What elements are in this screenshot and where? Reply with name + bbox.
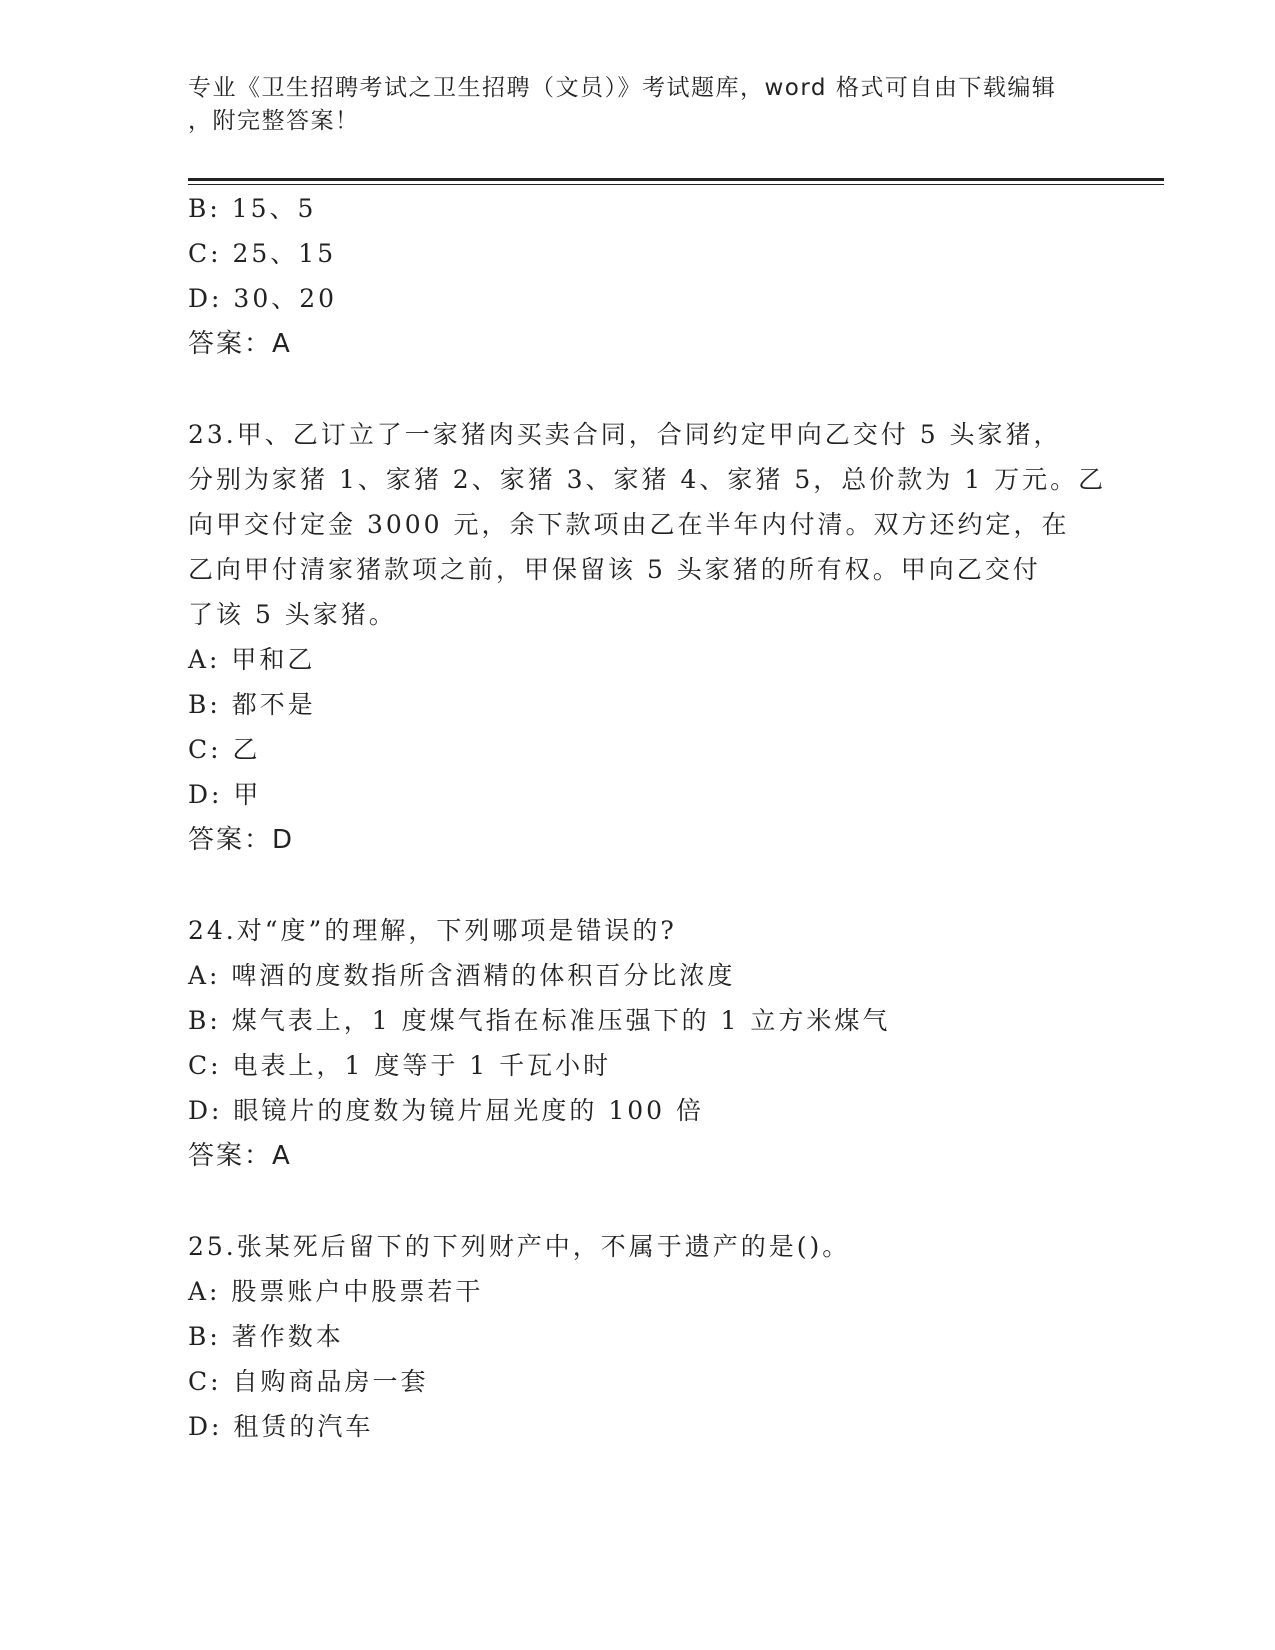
q22-answer: 答案：A [188, 329, 292, 359]
q25-stem: 25.张某死后留下的下列财产中，不属于遗产的是()。 [188, 1232, 851, 1261]
q22-option-c: C: 25、15 [188, 239, 337, 268]
q23-stem-line-2: 分别为家猪 1、家猪 2、家猪 3、家猪 4、家猪 5，总价款为 1 万元。乙 [188, 465, 1107, 494]
header-line-2: ，附完整答案！ [188, 108, 360, 134]
q23-stem-line-3: 向甲交付定金 3000 元，余下款项由乙在半年内付清。双方还约定，在 [188, 510, 1070, 539]
q24-option-a: A: 啤酒的度数指所含酒精的体积百分比浓度 [188, 961, 736, 990]
q24-option-d: D: 眼镜片的度数为镜片屈光度的 100 倍 [188, 1096, 705, 1125]
q23-stem-line-1: 23.甲、乙订立了一家猪肉买卖合同，合同约定甲向乙交付 5 头家猪， [188, 420, 1062, 449]
q25-option-c: C: 自购商品房一套 [188, 1367, 429, 1396]
q23-option-d: D: 甲 [188, 780, 262, 809]
header-divider-thick [188, 178, 1164, 181]
q22-option-b: B: 15、5 [188, 194, 317, 223]
q22-option-d: D: 30、20 [188, 284, 338, 313]
q25-option-b: B: 著作数本 [188, 1322, 344, 1351]
q23-stem-line-4: 乙向甲付清家猪款项之前，甲保留该 5 头家猪的所有权。甲向乙交付 [188, 555, 1041, 584]
q23-stem-line-5: 了该 5 头家猪。 [188, 600, 397, 629]
q24-answer: 答案：A [188, 1141, 292, 1171]
header-divider-thin [188, 184, 1164, 185]
q23-option-c: C: 乙 [188, 735, 261, 764]
q23-answer: 答案：D [188, 825, 295, 855]
q25-option-a: A: 股票账户中股票若干 [188, 1277, 484, 1306]
q23-option-a: A: 甲和乙 [188, 645, 316, 674]
q24-option-c: C: 电表上，1 度等于 1 千瓦小时 [188, 1051, 612, 1080]
q23-option-b: B: 都不是 [188, 690, 316, 719]
page-header [188, 72, 1088, 138]
q25-option-d: D: 租赁的汽车 [188, 1412, 374, 1441]
header-line-1: 专业《卫生招聘考试之卫生招聘（文员）》考试题库，word 格式可自由下载编辑 [188, 75, 1057, 101]
q24-option-b: B: 煤气表上，1 度煤气指在标准压强下的 1 立方米煤气 [188, 1006, 891, 1035]
q24-stem: 24.对“度”的理解，下列哪项是错误的? [188, 916, 677, 945]
